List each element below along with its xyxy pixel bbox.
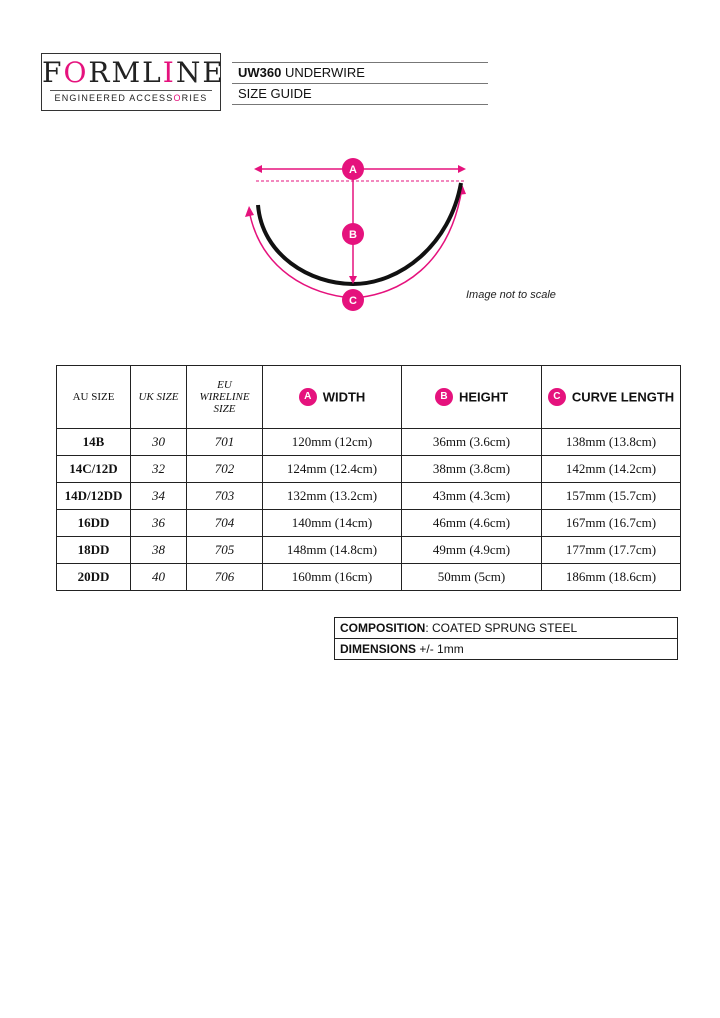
cell-curve: 186mm (18.6cm): [542, 564, 681, 591]
width-arrowhead-left: [254, 165, 262, 173]
cell-width: 124mm (12.4cm): [263, 456, 402, 483]
cell-height: 49mm (4.9cm): [402, 537, 542, 564]
header-eu-size: EU WIRELINE SIZE: [187, 366, 263, 429]
cell-height: 43mm (4.3cm): [402, 483, 542, 510]
document-subtitle: SIZE GUIDE: [232, 83, 488, 105]
scale-note: Image not to scale: [466, 289, 556, 301]
cell-eu: 705: [187, 537, 263, 564]
label-a: A: [349, 164, 357, 176]
label-c: C: [349, 295, 357, 307]
table-row: [57, 456, 681, 483]
cell-uk: 40: [131, 564, 187, 591]
cell-height: 46mm (4.6cm): [402, 510, 542, 537]
cell-uk: 30: [131, 429, 187, 456]
table-row: [57, 510, 681, 537]
cell-width: 120mm (12cm): [263, 429, 402, 456]
size-table: [56, 365, 681, 591]
table-row: [57, 483, 681, 510]
logo-wordmark: FORMLINE: [42, 56, 225, 89]
cell-width: 132mm (13.2cm): [263, 483, 402, 510]
table-row: [57, 537, 681, 564]
specifications-box: [334, 617, 678, 660]
header-curve-length: C CURVE LENGTH: [542, 366, 681, 429]
composition-row: [335, 618, 678, 639]
cell-height: 36mm (3.6cm): [402, 429, 542, 456]
cell-uk: 36: [131, 510, 187, 537]
cell-width: 148mm (14.8cm): [263, 537, 402, 564]
logo-tagline: ENGINEERED ACCESSORIES: [54, 93, 208, 103]
cell-curve: 138mm (13.8cm): [542, 429, 681, 456]
cell-au: 20DD: [57, 564, 131, 591]
cell-au: 18DD: [57, 537, 131, 564]
table-row: [57, 429, 681, 456]
underwire-diagram: [240, 150, 480, 320]
cell-uk: 38: [131, 537, 187, 564]
composition-cell: COMPOSITION: COATED SPRUNG STEEL: [335, 618, 678, 639]
table-header-row: [57, 366, 681, 429]
cell-au: 14C/12D: [57, 456, 131, 483]
logo-divider: [50, 90, 212, 91]
cell-eu: 702: [187, 456, 263, 483]
cell-eu: 703: [187, 483, 263, 510]
cell-width: 140mm (14cm): [263, 510, 402, 537]
cell-uk: 34: [131, 483, 187, 510]
badge-c-icon: C: [548, 388, 566, 406]
cell-height: 50mm (5cm): [402, 564, 542, 591]
label-b: B: [349, 229, 357, 241]
product-title: UW360 UNDERWIRE: [232, 62, 488, 83]
header-height: B HEIGHT: [402, 366, 542, 429]
cell-au: 14D/12DD: [57, 483, 131, 510]
cell-curve: 142mm (14.2cm): [542, 456, 681, 483]
badge-b-icon: B: [435, 388, 453, 406]
width-arrowhead-right: [458, 165, 466, 173]
cell-uk: 32: [131, 456, 187, 483]
header-width: A WIDTH: [263, 366, 402, 429]
header-uk-size: UK SIZE: [131, 366, 187, 429]
cell-curve: 167mm (16.7cm): [542, 510, 681, 537]
dimensions-cell: DIMENSIONS +/- 1mm: [335, 639, 678, 660]
cell-curve: 157mm (15.7cm): [542, 483, 681, 510]
cell-width: 160mm (16cm): [263, 564, 402, 591]
table-row: [57, 564, 681, 591]
header-au-size: AU SIZE: [57, 366, 131, 429]
cell-eu: 701: [187, 429, 263, 456]
formline-logo: [41, 53, 225, 111]
curve-arrowhead-left: [245, 206, 254, 217]
cell-curve: 177mm (17.7cm): [542, 537, 681, 564]
cell-eu: 706: [187, 564, 263, 591]
cell-au: 14B: [57, 429, 131, 456]
document-title: [232, 62, 488, 105]
cell-eu: 704: [187, 510, 263, 537]
dimensions-row: [335, 639, 678, 660]
cell-height: 38mm (3.8cm): [402, 456, 542, 483]
cell-au: 16DD: [57, 510, 131, 537]
badge-a-icon: A: [299, 388, 317, 406]
